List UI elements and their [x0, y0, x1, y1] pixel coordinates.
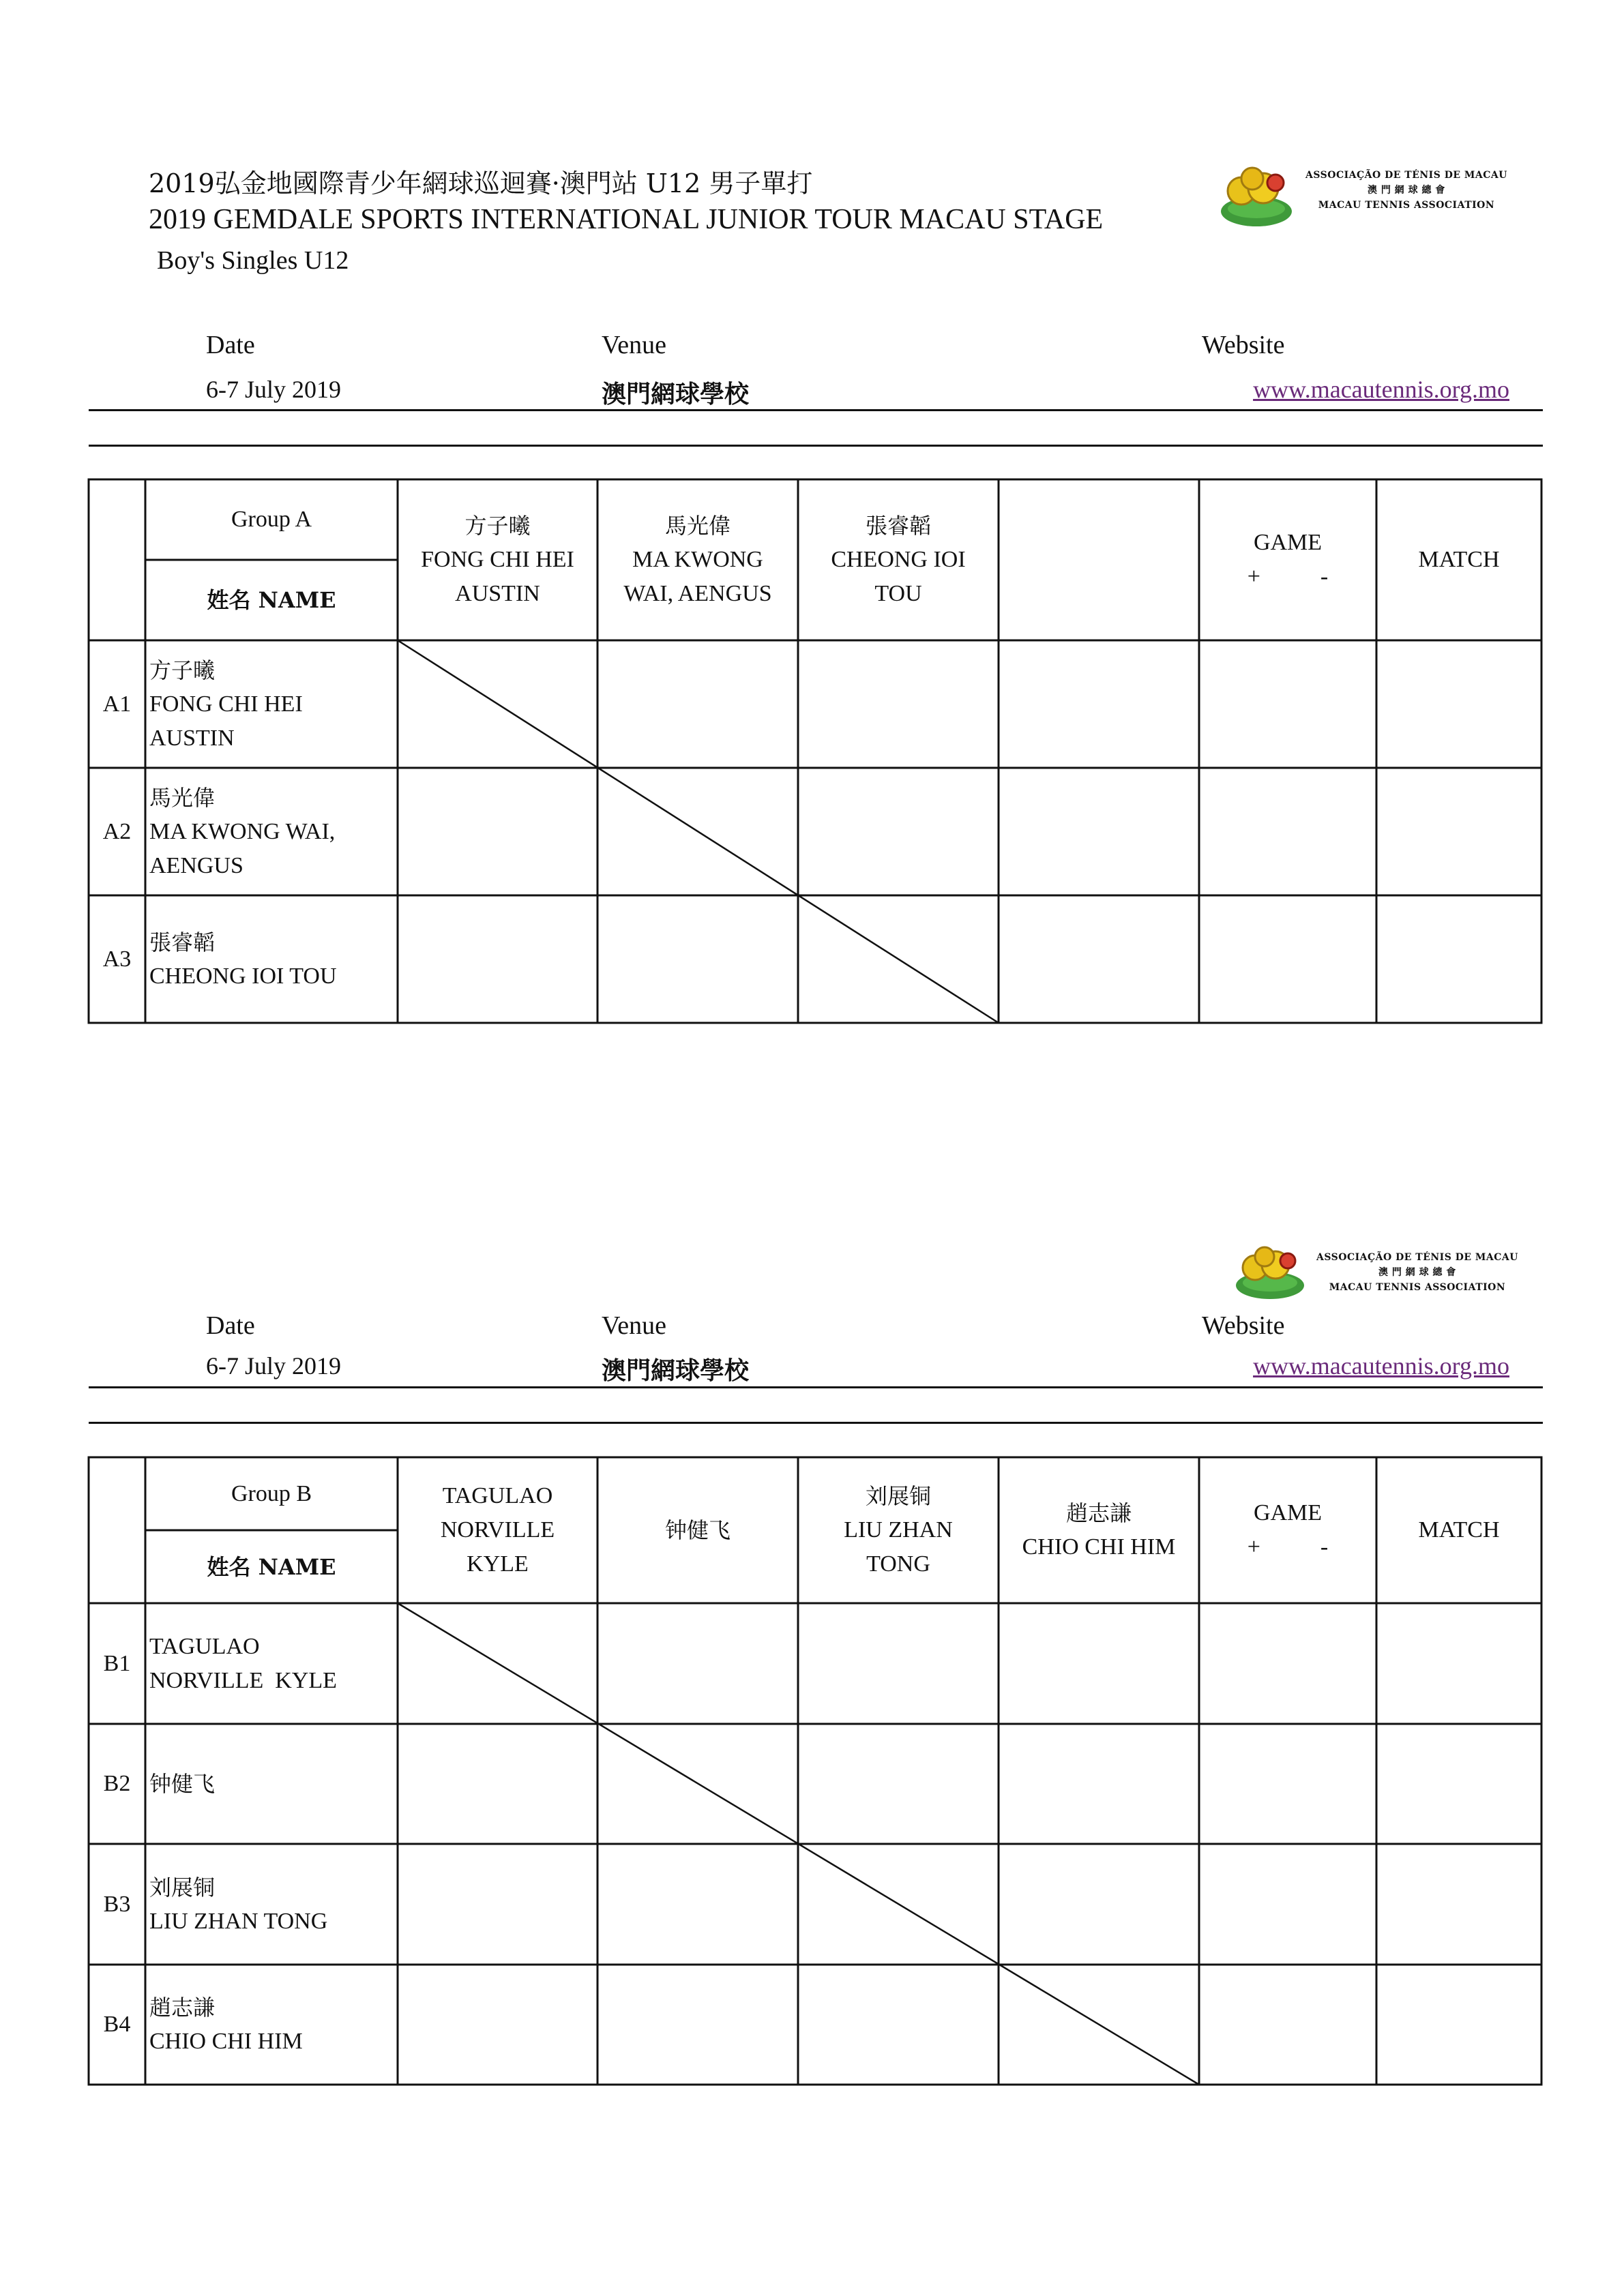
title-english: 2019 GEMDALE SPORTS INTERNATIONAL JUNIOR TOUR MACAU STAGE — [149, 204, 1104, 235]
column-header-en: CHIO CHI HIM — [1022, 1534, 1176, 1560]
subtitle: Boy's Singles U12 — [157, 246, 349, 275]
date-value: 6-7 July 2019 — [206, 1352, 341, 1380]
title-chinese: 2019弘金地國際青少年網球巡迴賽·澳門站 U12 男子單打 — [149, 168, 813, 198]
row-player-name — [145, 1724, 398, 1844]
seed-label: B1 — [103, 1650, 131, 1676]
minus-label: - — [1320, 1534, 1329, 1560]
venue-value: 澳門網球學校 — [602, 380, 750, 408]
date-label: Date — [206, 331, 255, 359]
plus-label: + — [1247, 1534, 1260, 1560]
association-logo — [1214, 143, 1514, 239]
seed-label: B4 — [103, 2012, 131, 2037]
row-name-cn: 刘展铜 — [149, 1874, 216, 1900]
date-value: 6-7 July 2019 — [206, 376, 341, 403]
group-b-table — [89, 1457, 1543, 2088]
column-header-cn: 刘展铜 — [865, 1483, 931, 1509]
column-header-cn: 钟健飞 — [664, 1517, 730, 1543]
row-name-cn: 馬光偉 — [149, 784, 216, 811]
column-header-cn: 方子曦 — [464, 513, 531, 539]
row-name-cn: 趙志謙 — [149, 1995, 216, 2021]
row-player-name — [145, 1844, 398, 1965]
row-name-cn: 钟健飞 — [149, 1771, 216, 1797]
row-name-en: TAGULAO NORVILLE KYLE — [149, 1633, 337, 1693]
venue-value: 澳門網球學校 — [602, 1356, 750, 1385]
row-name-en: CHIO CHI HIM — [149, 2029, 303, 2054]
column-header-player — [398, 1457, 597, 1603]
column-header-en: LIU ZHAN TONG — [844, 1517, 953, 1577]
column-header-en: FONG CHI HEI AUSTIN — [421, 547, 574, 606]
column-header-cn: 張睿韜 — [865, 513, 931, 539]
group-a-table — [89, 479, 1543, 1025]
row-player-name — [145, 1965, 398, 2085]
logo-text-english: MACAU TENNIS ASSOCIATION — [1318, 200, 1495, 211]
game-label: GAME — [1253, 530, 1323, 555]
name-column-label: 姓名 NAME — [207, 587, 336, 613]
row-name-cn: 張睿韜 — [149, 929, 216, 955]
venue-label: Venue — [602, 331, 666, 359]
row-player-name — [145, 768, 398, 895]
row-player-name — [145, 640, 398, 768]
group-label: Group A — [231, 507, 312, 532]
divider-line — [89, 1422, 1543, 1424]
logo-text-chinese: 澳 門 網 球 總 會 — [1378, 1267, 1456, 1278]
divider-line — [89, 409, 1543, 411]
logo-text-chinese: 澳 門 網 球 總 會 — [1368, 185, 1445, 196]
column-header-player — [597, 1457, 798, 1603]
match-header: MATCH — [1418, 547, 1500, 572]
name-column-label: 姓名 NAME — [207, 1553, 336, 1580]
seed-label: A1 — [102, 691, 132, 717]
column-header-player — [798, 1457, 999, 1603]
row-name-en: MA KWONG WAI, AENGUS — [149, 818, 336, 878]
venue-label: Venue — [602, 1311, 666, 1340]
date-label: Date — [206, 1311, 255, 1340]
website-link[interactable]: www.macautennis.org.mo — [1253, 1352, 1509, 1380]
column-header-cn: 趙志謙 — [1065, 1500, 1132, 1526]
plus-label: + — [1247, 564, 1260, 589]
row-name-en: CHEONG IOI TOU — [149, 963, 337, 989]
row-name-en: FONG CHI HEI AUSTIN — [149, 691, 303, 751]
column-header-en: TAGULAO NORVILLE KYLE — [440, 1483, 555, 1577]
website-label: Website — [1202, 1311, 1285, 1340]
game-header — [1199, 1457, 1376, 1603]
column-header-player — [999, 1457, 1199, 1603]
group-label: Group B — [231, 1480, 312, 1506]
game-label: GAME — [1253, 1500, 1323, 1525]
seed-label: B3 — [103, 1891, 131, 1917]
seed-label: B2 — [103, 1771, 131, 1796]
row-player-name — [145, 1603, 398, 1724]
divider-line — [89, 445, 1543, 447]
column-header-cn: 馬光偉 — [664, 513, 730, 539]
minus-label: - — [1320, 564, 1329, 589]
website-link[interactable]: www.macautennis.org.mo — [1253, 376, 1509, 403]
column-header-player — [398, 479, 597, 640]
logo-text-portuguese: ASSOCIAÇÃO DE TÉNIS DE MACAU — [1316, 1252, 1518, 1263]
logo-text-portuguese: ASSOCIAÇÃO DE TÉNIS DE MACAU — [1305, 170, 1507, 181]
match-header: MATCH — [1418, 1517, 1500, 1542]
row-name-en: LIU ZHAN TONG — [149, 1908, 328, 1934]
seed-label: A3 — [102, 946, 132, 972]
column-header-en: CHEONG IOI TOU — [831, 547, 966, 606]
logo-text-english: MACAU TENNIS ASSOCIATION — [1329, 1282, 1506, 1293]
tennis-ball-logo-icon — [1214, 143, 1303, 239]
column-header-en: MA KWONG WAI, AENGUS — [623, 547, 772, 606]
column-header-player — [798, 479, 999, 640]
column-header-player — [597, 479, 798, 640]
row-name-cn: 方子曦 — [149, 657, 216, 683]
divider-line — [89, 1386, 1543, 1388]
website-label: Website — [1202, 331, 1285, 359]
row-player-name — [145, 895, 398, 1023]
seed-label: A2 — [102, 818, 132, 844]
game-header — [1199, 479, 1376, 640]
